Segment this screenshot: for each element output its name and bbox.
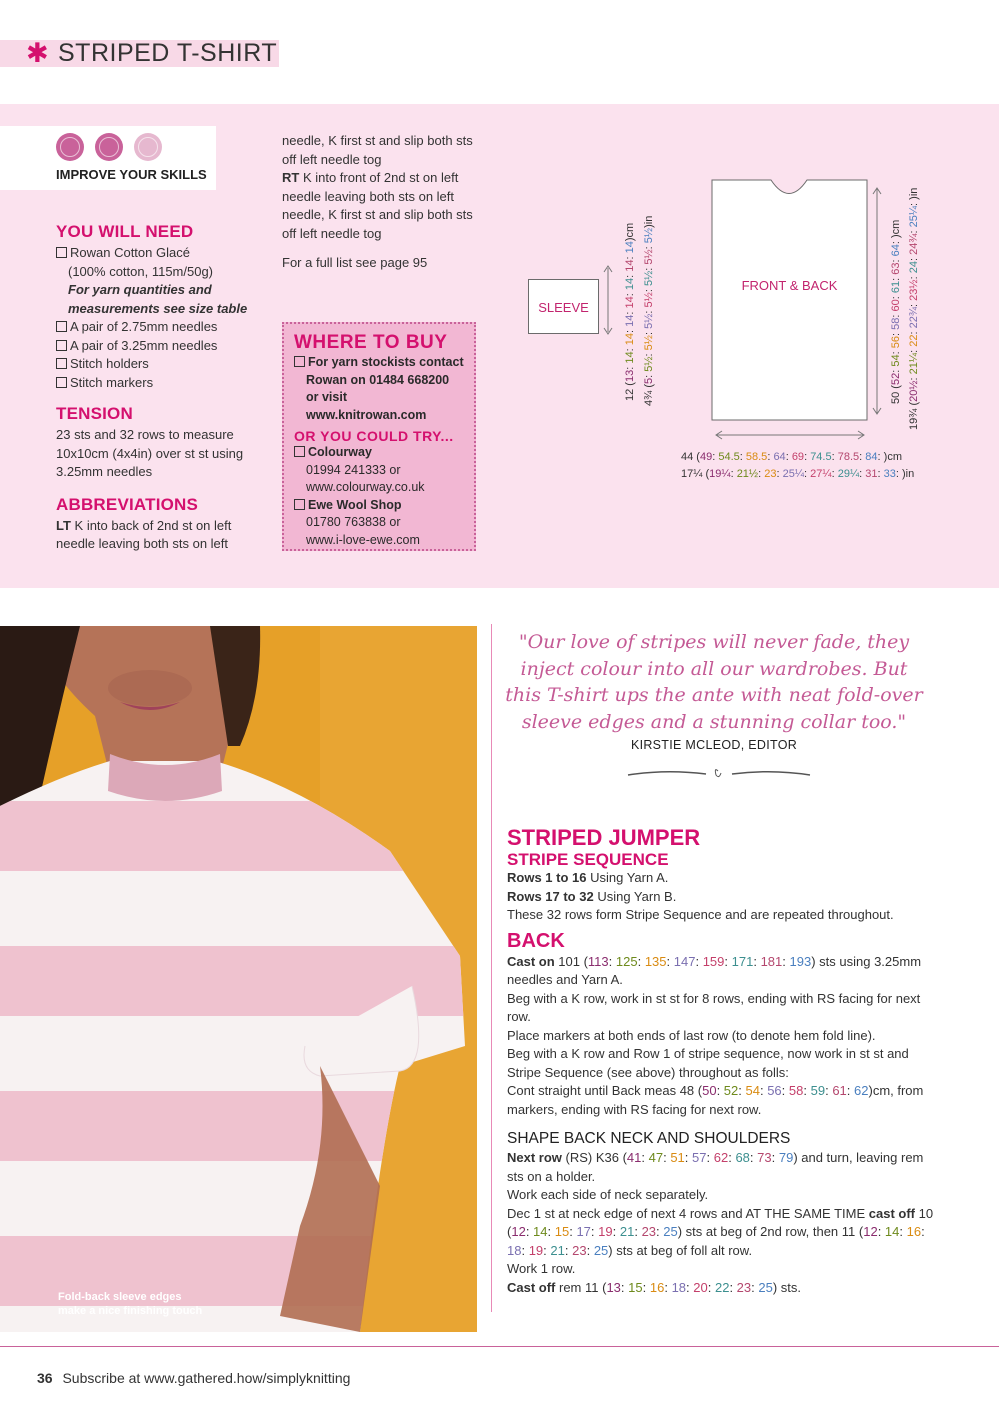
yarn-ball-icon — [56, 133, 84, 161]
abbreviation-lt-cont: needle leaving both sts on left — [56, 536, 229, 551]
where-to-buy-box — [282, 322, 476, 551]
footer-rule — [0, 1346, 999, 1347]
length-cm-measurement: 50 (52: 54: 56: 58: 60: 61: 63: 64: )cm — [890, 219, 902, 404]
pattern-step: Beg with a K row, work in st st for 8 rows, ending with RS facing for next row. — [507, 990, 921, 1024]
width-cm-measurement: 44 (49: 54.5: 58.5: 64: 69: 74.5: 78.5: 84: )cm — [681, 451, 902, 463]
alternatives-heading: OR YOU COULD TRY... — [294, 428, 454, 444]
shop-link[interactable]: www.colourway.co.uk — [306, 480, 425, 494]
photo-caption: Fold-back sleeve edges make a nice finishing touch — [58, 1291, 203, 1317]
tension-text: 23 sts and 32 rows to measure — [56, 427, 234, 442]
shape-neck-heading: SHAPE BACK NECK AND SHOULDERS — [507, 1130, 791, 1147]
needle-item: A pair of 2.75mm needles — [56, 318, 256, 337]
holder-item: Stitch holders — [56, 355, 256, 374]
marker-item: Stitch markers — [56, 374, 256, 393]
you-will-need-heading: YOU WILL NEED — [56, 222, 194, 241]
yarn-ball-icon — [134, 133, 162, 161]
length-in-measurement: 19¾ (20½: 21¼: 22: 22¾: 23½: 24: 24¾: 25¼: )in — [908, 187, 920, 430]
sleeve-cm-measurement: 12 (13: 14: 14: 14: 14: 14: 14: 14)cm — [624, 222, 636, 401]
abbreviation-lt-cont: needle, K first st and slip both sts — [282, 133, 473, 148]
page-title: STRIPED T-SHIRT — [58, 39, 278, 67]
tension-heading: TENSION — [56, 404, 133, 423]
shop-link[interactable]: www.i-love-ewe.com — [306, 532, 420, 547]
tension-text: 3.25mm needles — [56, 464, 153, 479]
pattern-title: STRIPED JUMPER — [507, 825, 701, 850]
pattern-step: Cast off rem 11 (13: 15: 16: 18: 20: 22: 23: 25) sts. — [507, 1279, 802, 1295]
pattern-step: Cast on 101 (113: 125: 135: 147: 159: 171: 181: 193) sts using 3.25mm needles and Yarn A. — [507, 953, 922, 987]
sleeve-diagram — [528, 279, 599, 334]
yarn-detail: (100% cotton, 115m/50g) — [68, 263, 214, 279]
width-in-measurement: 17¼ (19¼: 21½: 23: 25¼: 27¼: 29¼: 31: 33: )in — [681, 468, 915, 480]
pattern-step: Cont straight until Back meas 48 (50: 52: 54: 56: 58: 59: 61: 62)cm, from markers, ending with RS facing for next row. — [507, 1083, 924, 1117]
sleeve-height-arrow — [600, 260, 616, 340]
full-list-note: For a full list see page 95 — [282, 255, 428, 270]
front-back-label: FRONT & BACK — [741, 278, 838, 293]
shop-phone: 01780 763838 or — [306, 515, 401, 529]
pattern-step: These 32 rows form Stripe Sequence and are repeated throughout. — [507, 907, 894, 922]
pattern-step: Work each side of neck separately. — [507, 1187, 709, 1202]
yarn-note: For yarn quantities and — [68, 282, 212, 297]
sleeve-label: SLEEVE — [538, 300, 589, 315]
skill-level-label: IMPROVE YOUR SKILLS — [56, 167, 207, 182]
abbreviation-lt: LT K into back of 2nd st on left — [56, 517, 232, 533]
pattern-step: Rows 1 to 16 Using Yarn A. — [507, 870, 669, 885]
pattern-instructions — [507, 826, 937, 1297]
pattern-step: Next row (RS) K36 (41: 47: 51: 57: 62: 68: 73: 79) and turn, leaving rem sts on a holder. — [507, 1150, 924, 1184]
needle-item: A pair of 3.25mm needles — [56, 337, 256, 356]
abbreviation-rt-cont: off left needle tog — [282, 225, 382, 241]
front-back-outline — [711, 179, 868, 421]
length-arrow — [869, 184, 885, 420]
model-photo — [0, 626, 477, 1332]
abbreviations-column — [282, 132, 482, 273]
stripe-sequence-heading: STRIPE SEQUENCE — [507, 850, 669, 869]
page-number: 36 — [37, 1370, 53, 1386]
pattern-step: Place markers at both ends of last row (to denote hem fold line). — [507, 1027, 876, 1043]
abbreviation-rt-cont: needle, K first st and slip both sts — [282, 207, 473, 222]
editor-quote: "Our love of stripes will never fade, they inject colour into all our wardrobes. But this T-shirt ups the ante with neat fold-over sleeve edges and a stunning collar too." — [505, 631, 923, 733]
yarn-ball-icon — [95, 133, 123, 161]
yarn-item: Rowan Cotton Glacé — [56, 244, 256, 263]
stockist-link[interactable]: or visit www.knitrowan.com — [306, 390, 427, 422]
abbreviation-rt-cont: needle leaving both sts on left — [282, 188, 455, 204]
shop-name: Colourway — [294, 444, 464, 462]
where-to-buy-heading: WHERE TO BUY — [294, 332, 448, 353]
page-footer — [37, 1370, 350, 1386]
subscribe-link[interactable]: Subscribe at www.gathered.how/simplyknitting — [62, 1370, 351, 1386]
abbreviation-lt-cont: off left needle tog — [282, 151, 382, 167]
abbreviations-heading: ABBREVIATIONS — [56, 494, 199, 514]
star-icon: ✱ — [26, 38, 49, 68]
flourish-divider-icon — [626, 765, 812, 783]
stockist-text: For yarn stockists contact — [294, 354, 464, 372]
quote-attribution: KIRSTIE MCLEOD, EDITOR — [630, 738, 798, 752]
column-divider — [491, 624, 492, 1312]
pattern-step: Rows 17 to 32 Using Yarn B. — [507, 888, 677, 904]
shop-name: Ewe Wool Shop — [294, 497, 464, 515]
yarn-note: measurements see size table — [68, 300, 248, 316]
requirements-column — [56, 222, 256, 554]
pattern-step: Dec 1 st at neck edge of next 4 rows and AT THE SAME TIME cast off 10 (12: 14: 15: 17: 19: 21: 23: 25) sts at beg of 2nd row, then 11 (12: 14: 16: 18: 19: 21: 23: 25) sts at beg of foll alt row. — [507, 1205, 934, 1258]
stockist-text: Rowan on 01484 668200 — [306, 372, 450, 387]
width-arrow — [712, 428, 868, 442]
pattern-step: Beg with a K row and Row 1 of stripe sequence, now work in st st and Stripe Sequence (see above) throughout as folls: — [507, 1046, 909, 1080]
abbreviation-rt: RT K into front of 2nd st on left — [282, 170, 459, 185]
pattern-step: Work 1 row. — [507, 1261, 576, 1276]
shop-phone: 01994 241333 or — [306, 462, 401, 477]
sleeve-in-measurement: 4¾ (5: 5½: 5½: 5½: 5½: 5½: 5½: 5½)in — [643, 215, 655, 406]
tension-text: 10x10cm (4x4in) over st st using — [56, 445, 244, 461]
striped-tshirt-illustration — [0, 626, 477, 1332]
back-heading: BACK — [507, 929, 565, 952]
front-back-diagram — [712, 180, 867, 420]
